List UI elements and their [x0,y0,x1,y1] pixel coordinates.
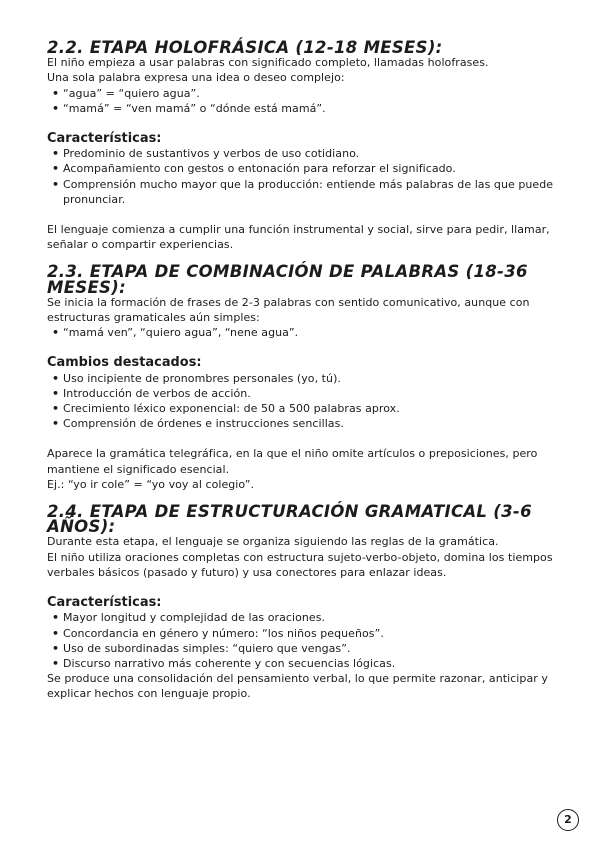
changes-list [47,371,559,432]
list-item: • Mayor longitud y complejidad de las oraciones. [47,610,559,625]
subheading-caracteristicas: Características: [47,595,162,611]
characteristics-list [47,610,559,671]
example-line: Ej.: “yo ir cole” = “yo voy al colegio”. [47,477,255,491]
example-list [47,325,559,340]
paragraph: Se produce una consolidación del pensamiento verbal, lo que permite razonar, anticipar y explicar hechos con lenguaje propio. [47,672,548,701]
subheading-caracteristicas: Características: [47,131,162,147]
paragraph: El lenguaje comienza a cumplir una función instrumental y social, sirve para pedir, llamar, señalar o compartir experiencias. [47,223,550,252]
list-item: • Uso de subordinadas simples: “quiero que vengas”. [47,641,559,656]
subheading-cambios: Cambios destacados: [47,355,202,371]
list-item: • Acompañamiento con gestos o entonación para reforzar el significado. [47,161,559,176]
list-item: • “mamá ven”, “quiero agua”, “nene agua”. [47,325,559,340]
section-title-combinacion: 2.3. ETAPA DE COMBINACIÓN DE PALABRAS (18-36 MESES): [47,262,528,297]
page-content [47,40,559,702]
paragraph: Se inicia la formación de frases de 2-3 palabras con sentido comunicativo, aunque con estructuras gramaticales aún simples: [47,295,530,325]
paragraph: Una sola palabra expresa una idea o deseo complejo: [47,71,345,85]
list-item: • Concordancia en género y número: “los niños pequeños”. [47,626,559,641]
paragraph: El niño empieza a usar palabras con significado completo, llamadas holofrases. [47,56,489,70]
section-title-estructuracion: 2.4. ETAPA DE ESTRUCTURACIÓN GRAMATICAL (3-6 AÑOS): [47,502,532,537]
section-title-holofrasica: 2.2. ETAPA HOLOFRÁSICA (12-18 MESES): [47,38,443,57]
list-item: • “mamá” = “ven mamá” o “dónde está mamá”. [47,101,559,116]
list-item: • Uso incipiente de pronombres personales (yo, tú). [47,371,559,386]
list-item: • Crecimiento léxico exponencial: de 50 a 500 palabras aprox. [47,401,559,416]
characteristics-list [47,146,559,207]
list-item: • Comprensión de órdenes e instrucciones sencillas. [47,416,559,431]
example-list [47,86,559,116]
paragraph: Durante esta etapa, el lenguaje se organiza siguiendo las reglas de la gramática. [47,535,499,549]
list-item: • Introducción de verbos de acción. [47,386,559,401]
list-item: • Predominio de sustantivos y verbos de uso cotidiano. [47,146,559,161]
paragraph: El niño utiliza oraciones completas con estructura sujeto-verbo-objeto, domina los tiempos verbales básicos (pasado y futuro) y usa conectores para enlazar ideas. [47,550,553,579]
page-number-badge: 2 [557,809,579,831]
list-item: • “agua” = “quiero agua”. [47,86,559,101]
list-item: • Comprensión mucho mayor que la producción: entiende más palabras de las que puede pronunciar. [47,177,559,207]
paragraph: Aparece la gramática telegráfica, en la que el niño omite artículos o preposiciones, pero mantiene el significado esencial. [47,447,538,476]
list-item: • Discurso narrativo más coherente y con secuencias lógicas. [47,656,559,671]
